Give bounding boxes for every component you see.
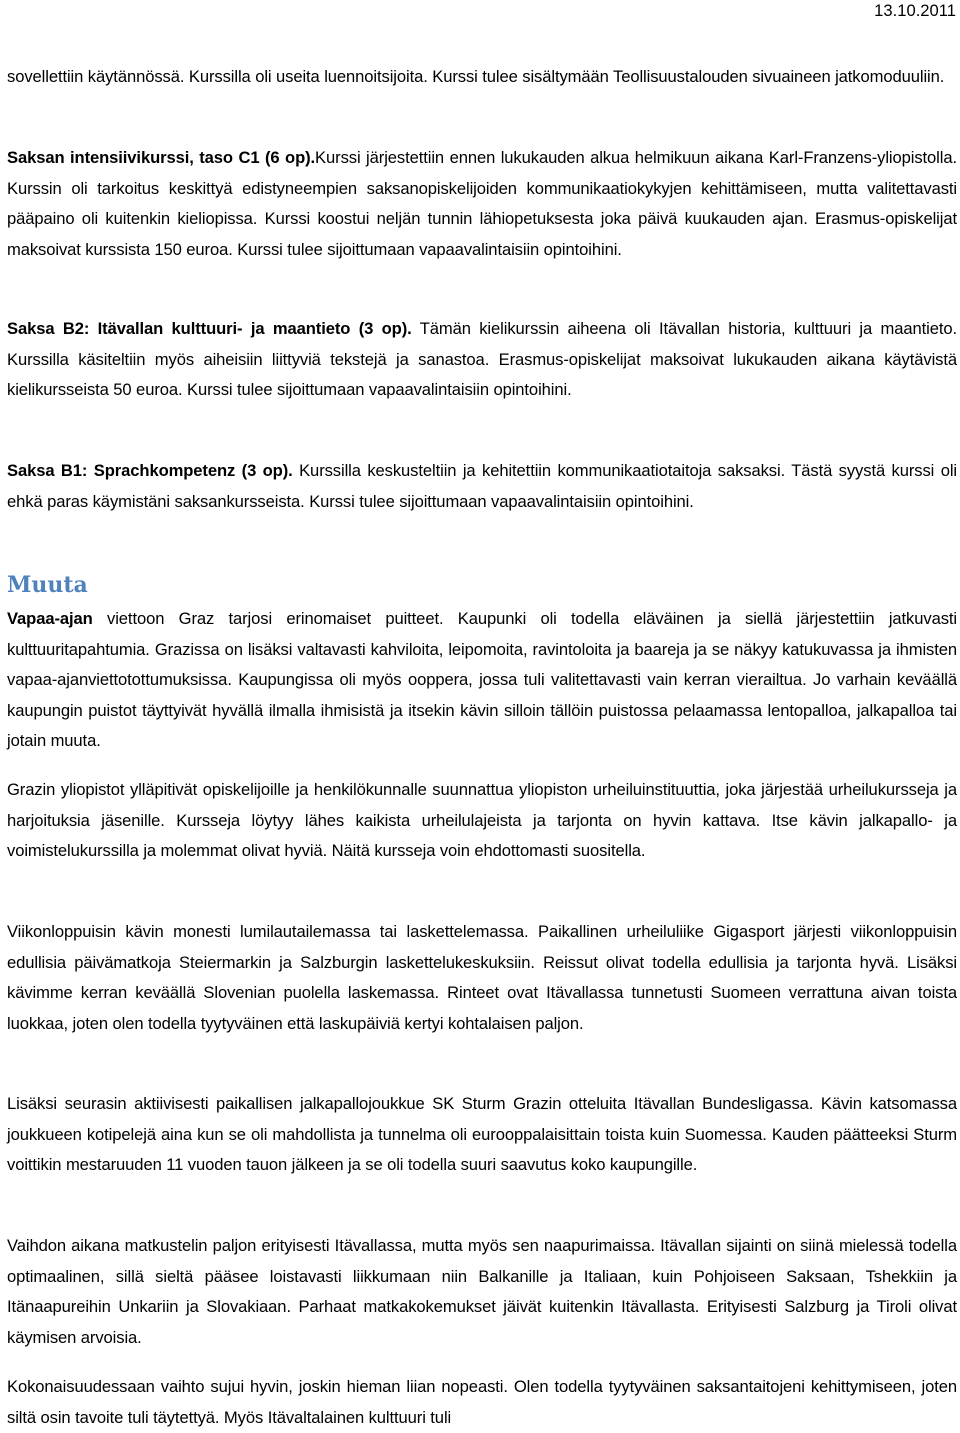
course-b2-paragraph xyxy=(7,314,957,406)
sports-paragraph xyxy=(7,775,957,867)
course-c1-title: Saksan intensiivikurssi, taso C1 (6 op). xyxy=(7,148,316,167)
sports-text: Grazin yliopistot ylläpitivät opiskelijoille ja henkilökunnalle suunnattua yliopiston urheiluinstituuttia, joka järjestää urheilukursseja ja harjoituksia jäsenille. Kursseja löytyy lähes kaikista urheilulajeista ja tarjonta on hyvin kattava. Itse kävin jalkapallo- ja voimistelukurssilla ja molemmat olivat hyviä. Näitä kursseja voin ehdottomasti suositella. xyxy=(7,780,957,861)
skiing-text: Viikonloppuisin kävin monesti lumilautailemassa tai laskettelemassa. Paikallinen urheiluliike Gigasport järjesti viikonloppuisin edullisia päivämatkoja Steiermarkin ja Salzburgin laskettelukeskuksiin. Reissut olivat todella edullisia ja tarjonta hyvä. Lisäksi kävimme kerran keväällä Slovenian puolella laskemassa. Rinteet ovat Itävallassa tunnetusti Suomeen verrattuna aivan toista luokkaa, joten olen todella tyytyväinen että laskupäiviä kertyi kohtalaisen paljon. xyxy=(7,922,957,1033)
football-text: Lisäksi seurasin aktiivisesti paikallisen jalkapallojoukkue SK Sturm Grazin otteluita Itävallan Bundesligassa. Kävin katsomassa joukkueen kotipelejä aina kun se oli mahdollista ja tunnelma oli eurooppalaisittain toista kuin Suomessa. Kauden päätteeksi Sturm voittikin mestaruuden 11 vuoden tauon jälkeen ja se oli todella suuri saavutus koko kaupungille. xyxy=(7,1094,957,1175)
course-b1-text: Kurssilla keskusteltiin ja kehitettiin kommunikaatiotaitoja saksaksi. Tästä syystä kurssi oli ehkä paras käymistäni saksankursseista. Kurssi tulee sijoittumaan vapaavalintaisiin opintoihini. xyxy=(7,461,957,511)
football-paragraph xyxy=(7,1089,957,1181)
course-b2-text: Tämän kielikurssin aiheena oli Itävallan historia, kulttuuri ja maantieto. Kurssilla käsiteltiin myös aiheisiin liittyviä tekstejä ja sanastoa. Erasmus-opiskelijat maksoivat lukukauden aikana käytävistä kielikursseista 50 euroa. Kurssi tulee sijoittumaan vapaavalintaisiin opintoihini. xyxy=(7,319,957,400)
intro-paragraph xyxy=(7,62,957,93)
course-c1-paragraph xyxy=(7,143,957,265)
travel-text: Vaihdon aikana matkustelin paljon erityisesti Itävallassa, mutta myös sen naapurimaissa. Itävallan sijainti on siinä mielessä todella optimaalinen, sillä sieltä pääsee loistavasti liikkumaan niin Balkanille ja Italiaan, kuin Pohjoiseen Saksaan, Tshekkiin ja Itänaapureihin Unkariin ja Slovakiaan. Parhaat matkakokemukset jäivät kuitenkin Itävallasta. Erityisesti Salzburg ja Tiroli olivat käymisen arvoisia. xyxy=(7,1236,957,1347)
course-b1-title: Saksa B1: Sprachkompetenz (3 op). xyxy=(7,461,293,480)
course-c1-text: Kurssi järjestettiin ennen lukukauden alkua helmikuun aikana Karl-Franzens-yliopistolla. Kurssin oli tarkoitus keskittyä edistyneempien saksanopiskelijoiden kommunikaatiokykyjen kehittämiseen, mutta valitettavasti pääpaino oli kuitenkin kieliopissa. Kurssi koostui neljän tunnin lähiopetuksesta joka päivä kuukauden ajan. Erasmus-opiskelijat maksoivat kurssista 150 euroa. Kurssi tulee sijoittumaan vapaavalintaisiin opintoihini. xyxy=(7,148,957,259)
travel-paragraph xyxy=(7,1231,957,1353)
skiing-paragraph xyxy=(7,917,957,1039)
summary-text: Kokonaisuudessaan vaihto sujui hyvin, joskin hieman liian nopeasti. Olen todella tyytyväinen saksantaitojeni kehittymiseen, joten siltä osin tavoite tuli täytettyä. Myös Itävaltalainen kulttuuri tuli xyxy=(7,1377,957,1427)
section-heading-muuta: Muuta xyxy=(7,572,88,598)
summary-paragraph xyxy=(7,1372,957,1433)
course-b2-title: Saksa B2: Itävallan kulttuuri- ja maantieto (3 op). xyxy=(7,319,412,338)
page-date: 13.10.2011 xyxy=(874,1,956,20)
leisure-title: Vapaa-ajan xyxy=(7,609,93,628)
course-b1-paragraph xyxy=(7,456,957,517)
intro-text: sovellettiin käytännössä. Kurssilla oli useita luennoitsijoita. Kurssi tulee sisältymään Teollisuustalouden sivuaineen jatkomoduuliin. xyxy=(7,67,945,86)
leisure-paragraph xyxy=(7,604,957,757)
leisure-text: viettoon Graz tarjosi erinomaiset puitteet. Kaupunki oli todella eläväinen ja siellä järjestettiin jatkuvasti kulttuuritapahtumia. Grazissa on lisäksi valtavasti kahviloita, leipomoita, ravintoloita ja baareja ja se näkyy katukuvassa ja ihmisten vapaa-ajanviettotottumuksissa. Kaupungissa oli myös ooppera, jossa tuli valitettavasti vain kerran vierailtua. Jo varhain keväällä kaupungin puistot täyttyivät hyvällä ilmalla ihmisistä ja itsekin kävin silloin tällöin puistossa pelaamassa lentopalloa, jalkapalloa tai jotain muuta. xyxy=(7,609,957,751)
